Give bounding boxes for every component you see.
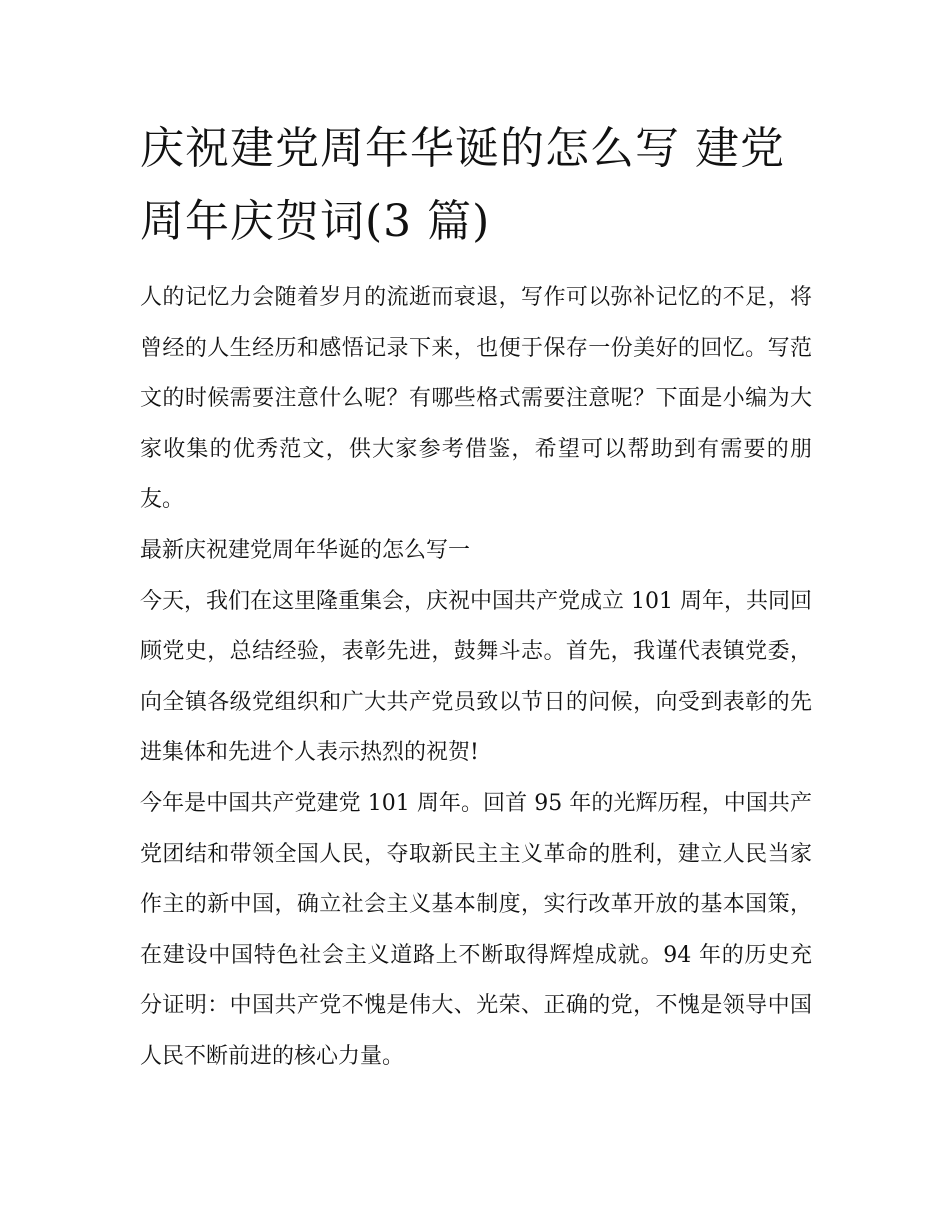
section-heading: 最新庆祝建党周年华诞的怎么写一 xyxy=(140,537,471,563)
body-paragraph-1: 今天，我们在这里隆重集会，庆祝中国共产党成立 101 周年，共同回顾党史，总结经验，表彰先进，鼓舞斗志。首先，我谨代表镇党委，向全镇各级党组织和广大共产党员致以节日的问候，向受到表彰的先进集体和先进个人表示热烈的祝贺! xyxy=(140,588,812,766)
document-title: 庆祝建党周年华诞的怎么写 建党周年庆贺词(3 篇) xyxy=(140,123,785,247)
intro-paragraph: 人的记忆力会随着岁月的流逝而衰退，写作可以弥补记忆的不足，将曾经的人生经历和感悟记录下来，也便于保存一份美好的回忆。写范文的时候需要注意什么呢？有哪些格式需要注意呢？下面是小编为大家收集的优秀范文，供大家参考借鉴，希望可以帮助到有需要的朋友。 xyxy=(140,285,812,513)
document-page xyxy=(140,112,812,1083)
body-paragraph-2: 今年是中国共产党建党 101 周年。回首 95 年的光辉历程，中国共产党团结和带领全国人民，夺取新民主主义革命的胜利，建立人民当家作主的新中国，确立社会主义基本制度，实行改革开放的基本国策，在建设中国特色社会主义道路上不断取得辉煌成就。94 年的历史充分证明：中国共产党不愧是伟大、光荣、正确的党，不愧是领导中国人民不断前进的核心力量。 xyxy=(140,790,812,1069)
